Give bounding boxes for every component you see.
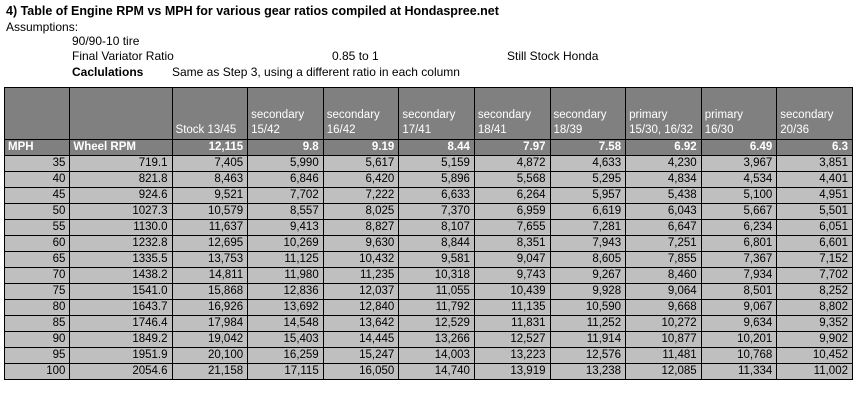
- header-col-18-41: secondary 18/41: [474, 88, 550, 140]
- cell-mph: 95: [5, 348, 70, 364]
- header-col-18-39: secondary 18/39: [550, 88, 626, 140]
- cell-wheel-rpm: 1438.2: [70, 268, 172, 284]
- ratio-20-36: 6.3: [777, 140, 853, 156]
- cell-primary-16-30: 11,334: [701, 364, 777, 380]
- cell-primary-15-30: 11,481: [626, 348, 702, 364]
- cell-17-41: 12,529: [399, 316, 475, 332]
- cell-stock: 19,042: [172, 332, 248, 348]
- cell-15-42: 5,990: [248, 156, 324, 172]
- cell-mph: 100: [5, 364, 70, 380]
- cell-wheel-rpm: 719.1: [70, 156, 172, 172]
- cell-18-39: 7,943: [550, 236, 626, 252]
- cell-stock: 13,753: [172, 252, 248, 268]
- table-row: [5, 316, 853, 332]
- cell-18-39: 11,252: [550, 316, 626, 332]
- cell-mph: 45: [5, 188, 70, 204]
- table-row: [5, 156, 853, 172]
- cell-20-36: 6,601: [777, 236, 853, 252]
- cell-17-41: 6,633: [399, 188, 475, 204]
- table-row: [5, 348, 853, 364]
- cell-primary-15-30: 4,834: [626, 172, 702, 188]
- ratio-stock: 12,115: [172, 140, 248, 156]
- cell-wheel-rpm: 1951.9: [70, 348, 172, 364]
- cell-16-42: 7,222: [323, 188, 399, 204]
- header-col-15-42: secondary 15/42: [248, 88, 324, 140]
- table-row: [5, 252, 853, 268]
- cell-20-36: 4,401: [777, 172, 853, 188]
- cell-16-42: 13,642: [323, 316, 399, 332]
- assumption-2-value: 0.85 to 1: [332, 49, 379, 63]
- cell-16-42: 14,445: [323, 332, 399, 348]
- table-header: [5, 88, 853, 156]
- cell-stock: 7,405: [172, 156, 248, 172]
- cell-20-36: 9,902: [777, 332, 853, 348]
- cell-16-42: 12,037: [323, 284, 399, 300]
- cell-18-39: 4,633: [550, 156, 626, 172]
- cell-primary-15-30: 7,855: [626, 252, 702, 268]
- cell-15-42: 11,125: [248, 252, 324, 268]
- cell-20-36: 6,051: [777, 220, 853, 236]
- header-col-17-41: secondary 17/41: [399, 88, 475, 140]
- table-row: [5, 220, 853, 236]
- cell-18-41: 7,655: [474, 220, 550, 236]
- cell-18-39: 13,238: [550, 364, 626, 380]
- cell-15-42: 13,692: [248, 300, 324, 316]
- cell-wheel-rpm: 1335.5: [70, 252, 172, 268]
- cell-15-42: 10,269: [248, 236, 324, 252]
- cell-primary-16-30: 10,201: [701, 332, 777, 348]
- cell-mph: 40: [5, 172, 70, 188]
- cell-primary-15-30: 6,647: [626, 220, 702, 236]
- cell-17-41: 8,107: [399, 220, 475, 236]
- cell-18-39: 9,267: [550, 268, 626, 284]
- cell-20-36: 11,002: [777, 364, 853, 380]
- cell-primary-15-30: 8,460: [626, 268, 702, 284]
- cell-17-41: 5,896: [399, 172, 475, 188]
- cell-stock: 15,868: [172, 284, 248, 300]
- cell-mph: 55: [5, 220, 70, 236]
- cell-wheel-rpm: 1130.0: [70, 220, 172, 236]
- cell-18-39: 7,281: [550, 220, 626, 236]
- header-wheel-rpm: Wheel RPM: [70, 140, 172, 156]
- cell-mph: 65: [5, 252, 70, 268]
- cell-20-36: 7,152: [777, 252, 853, 268]
- cell-primary-15-30: 9,064: [626, 284, 702, 300]
- ratio-15-42: 9.8: [248, 140, 324, 156]
- table-row: [5, 284, 853, 300]
- cell-18-39: 11,914: [550, 332, 626, 348]
- cell-primary-16-30: 10,768: [701, 348, 777, 364]
- cell-16-42: 12,840: [323, 300, 399, 316]
- header-col-20-36: secondary 20/36: [777, 88, 853, 140]
- header-col-primary-16-30: primary 16/30: [701, 88, 777, 140]
- cell-mph: 60: [5, 236, 70, 252]
- cell-primary-16-30: 3,967: [701, 156, 777, 172]
- header-col-16-42: secondary 16/42: [323, 88, 399, 140]
- cell-16-42: 11,235: [323, 268, 399, 284]
- cell-16-42: 15,247: [323, 348, 399, 364]
- cell-primary-15-30: 7,251: [626, 236, 702, 252]
- cell-primary-15-30: 5,438: [626, 188, 702, 204]
- cell-15-42: 9,413: [248, 220, 324, 236]
- table-row: [5, 204, 853, 220]
- cell-primary-15-30: 10,272: [626, 316, 702, 332]
- table-row: [5, 236, 853, 252]
- assumptions-block: [0, 18, 858, 80]
- cell-stock: 20,100: [172, 348, 248, 364]
- calculations-label: Caclulations: [72, 65, 144, 79]
- cell-wheel-rpm: 1232.8: [70, 236, 172, 252]
- cell-primary-16-30: 9,067: [701, 300, 777, 316]
- cell-stock: 16,926: [172, 300, 248, 316]
- cell-17-41: 11,792: [399, 300, 475, 316]
- cell-primary-15-30: 12,085: [626, 364, 702, 380]
- cell-wheel-rpm: 1849.2: [70, 332, 172, 348]
- cell-primary-15-30: 6,043: [626, 204, 702, 220]
- calculations-text: Same as Step 3, using a different ratio in each column: [172, 65, 460, 79]
- cell-15-42: 12,836: [248, 284, 324, 300]
- cell-20-36: 8,802: [777, 300, 853, 316]
- header-mph: MPH: [5, 140, 70, 156]
- table-row: [5, 188, 853, 204]
- cell-18-41: 13,919: [474, 364, 550, 380]
- table-row: [5, 332, 853, 348]
- cell-15-42: 8,557: [248, 204, 324, 220]
- cell-17-41: 9,581: [399, 252, 475, 268]
- cell-17-41: 14,003: [399, 348, 475, 364]
- cell-wheel-rpm: 924.6: [70, 188, 172, 204]
- cell-wheel-rpm: 1746.4: [70, 316, 172, 332]
- cell-wheel-rpm: 1541.0: [70, 284, 172, 300]
- cell-16-42: 9,630: [323, 236, 399, 252]
- table-header-ratios-row: [5, 140, 853, 156]
- cell-15-42: 16,259: [248, 348, 324, 364]
- cell-16-42: 16,050: [323, 364, 399, 380]
- cell-wheel-rpm: 1027.3: [70, 204, 172, 220]
- cell-16-42: 5,617: [323, 156, 399, 172]
- cell-15-42: 6,846: [248, 172, 324, 188]
- cell-18-39: 5,295: [550, 172, 626, 188]
- cell-stock: 8,463: [172, 172, 248, 188]
- cell-15-42: 7,702: [248, 188, 324, 204]
- cell-primary-16-30: 9,634: [701, 316, 777, 332]
- cell-18-41: 13,223: [474, 348, 550, 364]
- cell-primary-16-30: 6,801: [701, 236, 777, 252]
- table-row: [5, 172, 853, 188]
- cell-primary-15-30: 9,668: [626, 300, 702, 316]
- cell-stock: 17,984: [172, 316, 248, 332]
- calculations-row: [6, 64, 858, 80]
- cell-primary-16-30: 8,501: [701, 284, 777, 300]
- ratio-17-41: 8.44: [399, 140, 475, 156]
- cell-16-42: 8,025: [323, 204, 399, 220]
- cell-20-36: 5,501: [777, 204, 853, 220]
- cell-17-41: 5,159: [399, 156, 475, 172]
- cell-18-41: 4,872: [474, 156, 550, 172]
- cell-17-41: 13,266: [399, 332, 475, 348]
- cell-stock: 9,521: [172, 188, 248, 204]
- cell-primary-16-30: 5,100: [701, 188, 777, 204]
- cell-17-41: 7,370: [399, 204, 475, 220]
- cell-18-41: 9,743: [474, 268, 550, 284]
- table-body: [5, 156, 853, 380]
- cell-20-36: 3,851: [777, 156, 853, 172]
- cell-18-41: 6,264: [474, 188, 550, 204]
- cell-stock: 10,579: [172, 204, 248, 220]
- cell-18-41: 8,351: [474, 236, 550, 252]
- cell-18-39: 10,590: [550, 300, 626, 316]
- cell-stock: 11,637: [172, 220, 248, 236]
- table-header-labels-row: [5, 88, 853, 140]
- cell-20-36: 7,702: [777, 268, 853, 284]
- cell-mph: 70: [5, 268, 70, 284]
- ratio-18-41: 7.97: [474, 140, 550, 156]
- assumption-2-note: Still Stock Honda: [507, 49, 599, 63]
- header-col-stock: Stock 13/45: [172, 88, 248, 140]
- cell-18-39: 8,605: [550, 252, 626, 268]
- cell-17-41: 11,055: [399, 284, 475, 300]
- cell-18-41: 6,959: [474, 204, 550, 220]
- page-title: 4) Table of Engine RPM vs MPH for various gear ratios compiled at Hondaspree.net: [6, 4, 499, 18]
- cell-15-42: 17,115: [248, 364, 324, 380]
- cell-stock: 21,158: [172, 364, 248, 380]
- cell-15-42: 14,548: [248, 316, 324, 332]
- table-row: [5, 364, 853, 380]
- cell-18-39: 9,928: [550, 284, 626, 300]
- cell-mph: 50: [5, 204, 70, 220]
- cell-primary-16-30: 6,234: [701, 220, 777, 236]
- table-row: [5, 268, 853, 284]
- cell-mph: 80: [5, 300, 70, 316]
- cell-17-41: 8,844: [399, 236, 475, 252]
- cell-primary-15-30: 10,877: [626, 332, 702, 348]
- cell-17-41: 10,318: [399, 268, 475, 284]
- cell-20-36: 8,252: [777, 284, 853, 300]
- cell-20-36: 10,452: [777, 348, 853, 364]
- assumptions-heading: Assumptions:: [6, 20, 79, 34]
- cell-mph: 90: [5, 332, 70, 348]
- cell-wheel-rpm: 1643.7: [70, 300, 172, 316]
- cell-primary-16-30: 4,534: [701, 172, 777, 188]
- cell-18-39: 6,619: [550, 204, 626, 220]
- cell-wheel-rpm: 2054.6: [70, 364, 172, 380]
- assumption-2-label: Final Variator Ratio: [72, 49, 174, 63]
- assumption-1-label: 90/90-10 tire: [72, 34, 140, 48]
- cell-mph: 85: [5, 316, 70, 332]
- cell-16-42: 10,432: [323, 252, 399, 268]
- cell-20-36: 4,951: [777, 188, 853, 204]
- cell-18-41: 11,831: [474, 316, 550, 332]
- cell-15-42: 15,403: [248, 332, 324, 348]
- table-row: [5, 300, 853, 316]
- cell-18-41: 11,135: [474, 300, 550, 316]
- assumption-1-value: [332, 34, 507, 49]
- rpm-mph-table: [4, 87, 853, 380]
- cell-18-41: 12,527: [474, 332, 550, 348]
- cell-primary-16-30: 7,934: [701, 268, 777, 284]
- cell-20-36: 9,352: [777, 316, 853, 332]
- cell-primary-16-30: 5,667: [701, 204, 777, 220]
- ratio-16-42: 9.19: [323, 140, 399, 156]
- header-blank-wheelrpm: [70, 88, 172, 140]
- assumption-row-2: [6, 49, 858, 64]
- cell-16-42: 8,827: [323, 220, 399, 236]
- cell-primary-15-30: 4,230: [626, 156, 702, 172]
- cell-stock: 14,811: [172, 268, 248, 284]
- ratio-18-39: 7.58: [550, 140, 626, 156]
- cell-15-42: 11,980: [248, 268, 324, 284]
- header-blank-mph: [5, 88, 70, 140]
- cell-18-41: 9,047: [474, 252, 550, 268]
- cell-primary-16-30: 7,367: [701, 252, 777, 268]
- cell-wheel-rpm: 821.8: [70, 172, 172, 188]
- cell-18-39: 12,576: [550, 348, 626, 364]
- assumption-row-1: [6, 34, 858, 49]
- cell-16-42: 6,420: [323, 172, 399, 188]
- ratio-primary-15-30: 6.92: [626, 140, 702, 156]
- cell-mph: 35: [5, 156, 70, 172]
- cell-18-41: 5,568: [474, 172, 550, 188]
- header-col-primary-15-30: primary 15/30, 16/32: [626, 88, 702, 140]
- ratio-primary-16-30: 6.49: [701, 140, 777, 156]
- cell-mph: 75: [5, 284, 70, 300]
- cell-stock: 12,695: [172, 236, 248, 252]
- cell-17-41: 14,740: [399, 364, 475, 380]
- cell-18-41: 10,439: [474, 284, 550, 300]
- cell-18-39: 5,957: [550, 188, 626, 204]
